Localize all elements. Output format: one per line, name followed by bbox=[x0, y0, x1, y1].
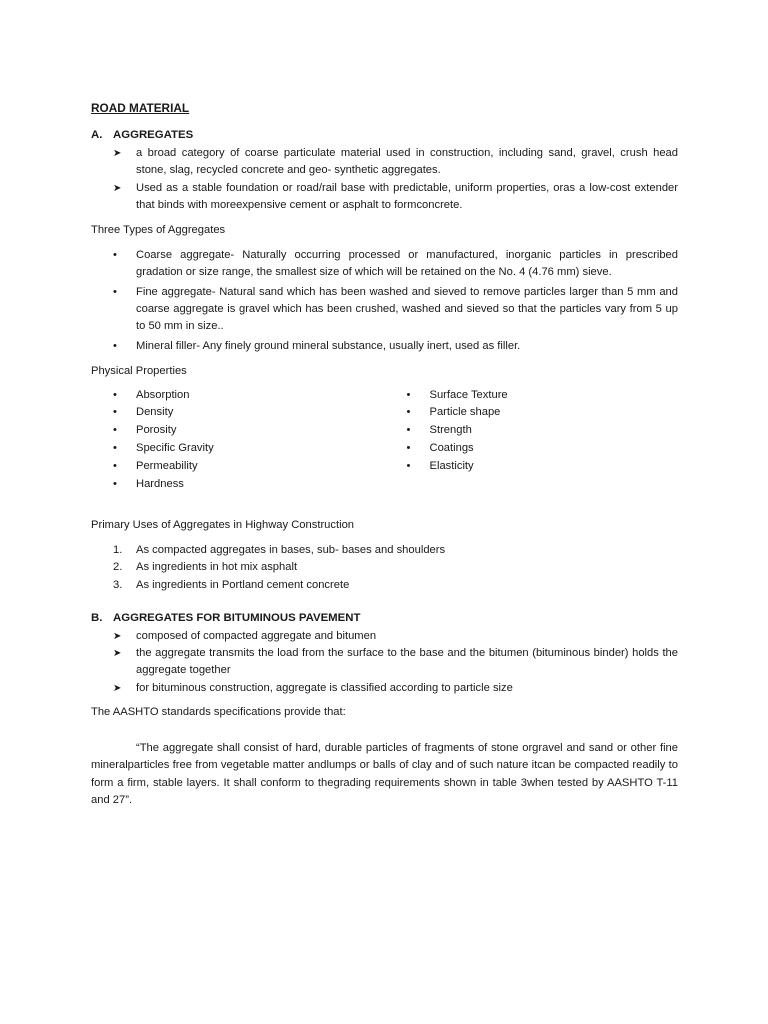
document-page bbox=[91, 100, 678, 810]
dot-bullet-icon: • bbox=[406, 424, 411, 437]
property-label: Elasticity bbox=[429, 459, 474, 472]
list-item bbox=[91, 338, 678, 355]
physical-properties-columns bbox=[91, 387, 678, 494]
bullet-text: Coarse aggregate- Naturally occurring processed or manufactured, inorganic particles in prescribed gradation or size range, the smallest size of which will be retained on the No. 4 (4.76 mm) sieve. bbox=[136, 248, 678, 279]
list-item bbox=[385, 387, 679, 405]
list-item bbox=[91, 542, 678, 559]
dot-bullet-icon: • bbox=[113, 477, 117, 490]
bullet-text: for bituminous construction, aggregate is classified according to particle size bbox=[136, 681, 513, 694]
list-item bbox=[91, 145, 678, 180]
list-item bbox=[91, 458, 385, 476]
uses-heading: Primary Uses of Aggregates in Highway Construction bbox=[91, 519, 355, 532]
physical-left-column bbox=[91, 387, 385, 494]
property-label: Strength bbox=[429, 424, 472, 437]
list-number: 3. bbox=[113, 578, 123, 591]
property-label: Porosity bbox=[136, 424, 177, 437]
list-item bbox=[91, 628, 678, 645]
list-item bbox=[91, 476, 385, 494]
section-b-bullets bbox=[91, 628, 678, 698]
list-number: 1. bbox=[113, 543, 123, 556]
arrow-bullet-icon: ➤ bbox=[113, 147, 122, 159]
list-item bbox=[91, 680, 678, 697]
section-a-letter: A. bbox=[91, 129, 103, 142]
list-item bbox=[91, 577, 678, 594]
aashto-quote: “The aggregate shall consist of hard, durable particles of fragments of stone orgravel and sand or other fine mineralparticles free from vegetable matter andlumps or balls of clay and of such nature itcan be compacted readily to form a firm, stable layers. It shall conform to thegrading requirements shown in table 3when tested by AASHTO T-11 and 27”. bbox=[91, 741, 678, 807]
dot-bullet-icon: • bbox=[113, 424, 117, 437]
property-label: Density bbox=[136, 406, 174, 419]
list-item bbox=[385, 404, 679, 422]
dot-bullet-icon: • bbox=[113, 406, 117, 419]
arrow-bullet-icon: ➤ bbox=[113, 182, 122, 194]
list-item bbox=[91, 404, 385, 422]
arrow-bullet-icon: ➤ bbox=[113, 647, 122, 659]
list-number: 2. bbox=[113, 561, 123, 574]
list-item bbox=[91, 284, 678, 336]
arrow-bullet-icon: ➤ bbox=[113, 682, 122, 694]
section-a-heading bbox=[91, 127, 678, 144]
aashto-intro: The AASHTO standards specifications provide that: bbox=[91, 706, 346, 719]
bullet-text: a broad category of coarse particulate material used in construction, including sand, gravel, crush head stone, slag, recycled concrete and geo- synthetic aggregates. bbox=[136, 146, 678, 177]
property-label: Permeability bbox=[136, 459, 198, 472]
dot-bullet-icon: • bbox=[113, 285, 117, 298]
physical-heading: Physical Properties bbox=[91, 365, 187, 378]
bullet-text: the aggregate transmits the load from the surface to the base and the bitumen (bituminous binder) holds the aggregate together bbox=[136, 646, 678, 677]
property-label: Absorption bbox=[136, 388, 190, 401]
property-label: Surface Texture bbox=[429, 388, 508, 401]
list-item bbox=[91, 645, 678, 680]
dot-bullet-icon: • bbox=[113, 459, 117, 472]
dot-bullet-icon: • bbox=[113, 442, 117, 455]
section-b-heading bbox=[91, 610, 678, 627]
bullet-text: Mineral filler- Any finely ground mineral substance, usually inert, used as filler. bbox=[136, 339, 521, 352]
section-a-bullets bbox=[91, 145, 678, 215]
list-item bbox=[91, 387, 385, 405]
arrow-bullet-icon: ➤ bbox=[113, 630, 122, 642]
types-list bbox=[91, 247, 678, 355]
property-label: Coatings bbox=[429, 442, 474, 455]
physical-right-column bbox=[385, 387, 679, 494]
list-item bbox=[91, 559, 678, 576]
dot-bullet-icon: • bbox=[406, 459, 411, 472]
section-b-title: AGGREGATES FOR BITUMINOUS PAVEMENT bbox=[113, 612, 361, 625]
list-item bbox=[91, 247, 678, 282]
list-item bbox=[385, 458, 679, 476]
property-label: Specific Gravity bbox=[136, 442, 214, 455]
list-item bbox=[91, 422, 385, 440]
document-title: ROAD MATERIAL bbox=[91, 101, 190, 115]
list-text: As compacted aggregates in bases, sub- bases and shoulders bbox=[136, 543, 446, 556]
property-label: Hardness bbox=[136, 477, 184, 490]
list-item bbox=[385, 422, 679, 440]
dot-bullet-icon: • bbox=[406, 406, 411, 419]
uses-list bbox=[91, 542, 678, 594]
list-item bbox=[91, 180, 678, 215]
list-item bbox=[91, 440, 385, 458]
section-a-title: AGGREGATES bbox=[113, 129, 194, 142]
list-text: As ingredients in hot mix asphalt bbox=[136, 561, 298, 574]
list-item bbox=[385, 440, 679, 458]
dot-bullet-icon: • bbox=[406, 388, 411, 401]
bullet-text: Used as a stable foundation or road/rail base with predictable, uniform properties, oras a low-cost extender that binds with moreexpensive cement or asphalt to formconcrete. bbox=[136, 181, 678, 212]
section-b-letter: B. bbox=[91, 612, 103, 625]
bullet-text: Fine aggregate- Natural sand which has been washed and sieved to remove particles larger than 5 mm and coarse aggregate is gravel which has been crushed, washed and sieved so that the particles vary from 5 up to 50 mm in size.. bbox=[136, 285, 678, 333]
list-text: As ingredients in Portland cement concrete bbox=[136, 578, 350, 591]
property-label: Particle shape bbox=[429, 406, 501, 419]
dot-bullet-icon: • bbox=[113, 339, 117, 352]
dot-bullet-icon: • bbox=[113, 248, 117, 261]
bullet-text: composed of compacted aggregate and bitumen bbox=[136, 629, 377, 642]
dot-bullet-icon: • bbox=[406, 442, 411, 455]
dot-bullet-icon: • bbox=[113, 388, 117, 401]
types-heading: Three Types of Aggregates bbox=[91, 224, 226, 237]
